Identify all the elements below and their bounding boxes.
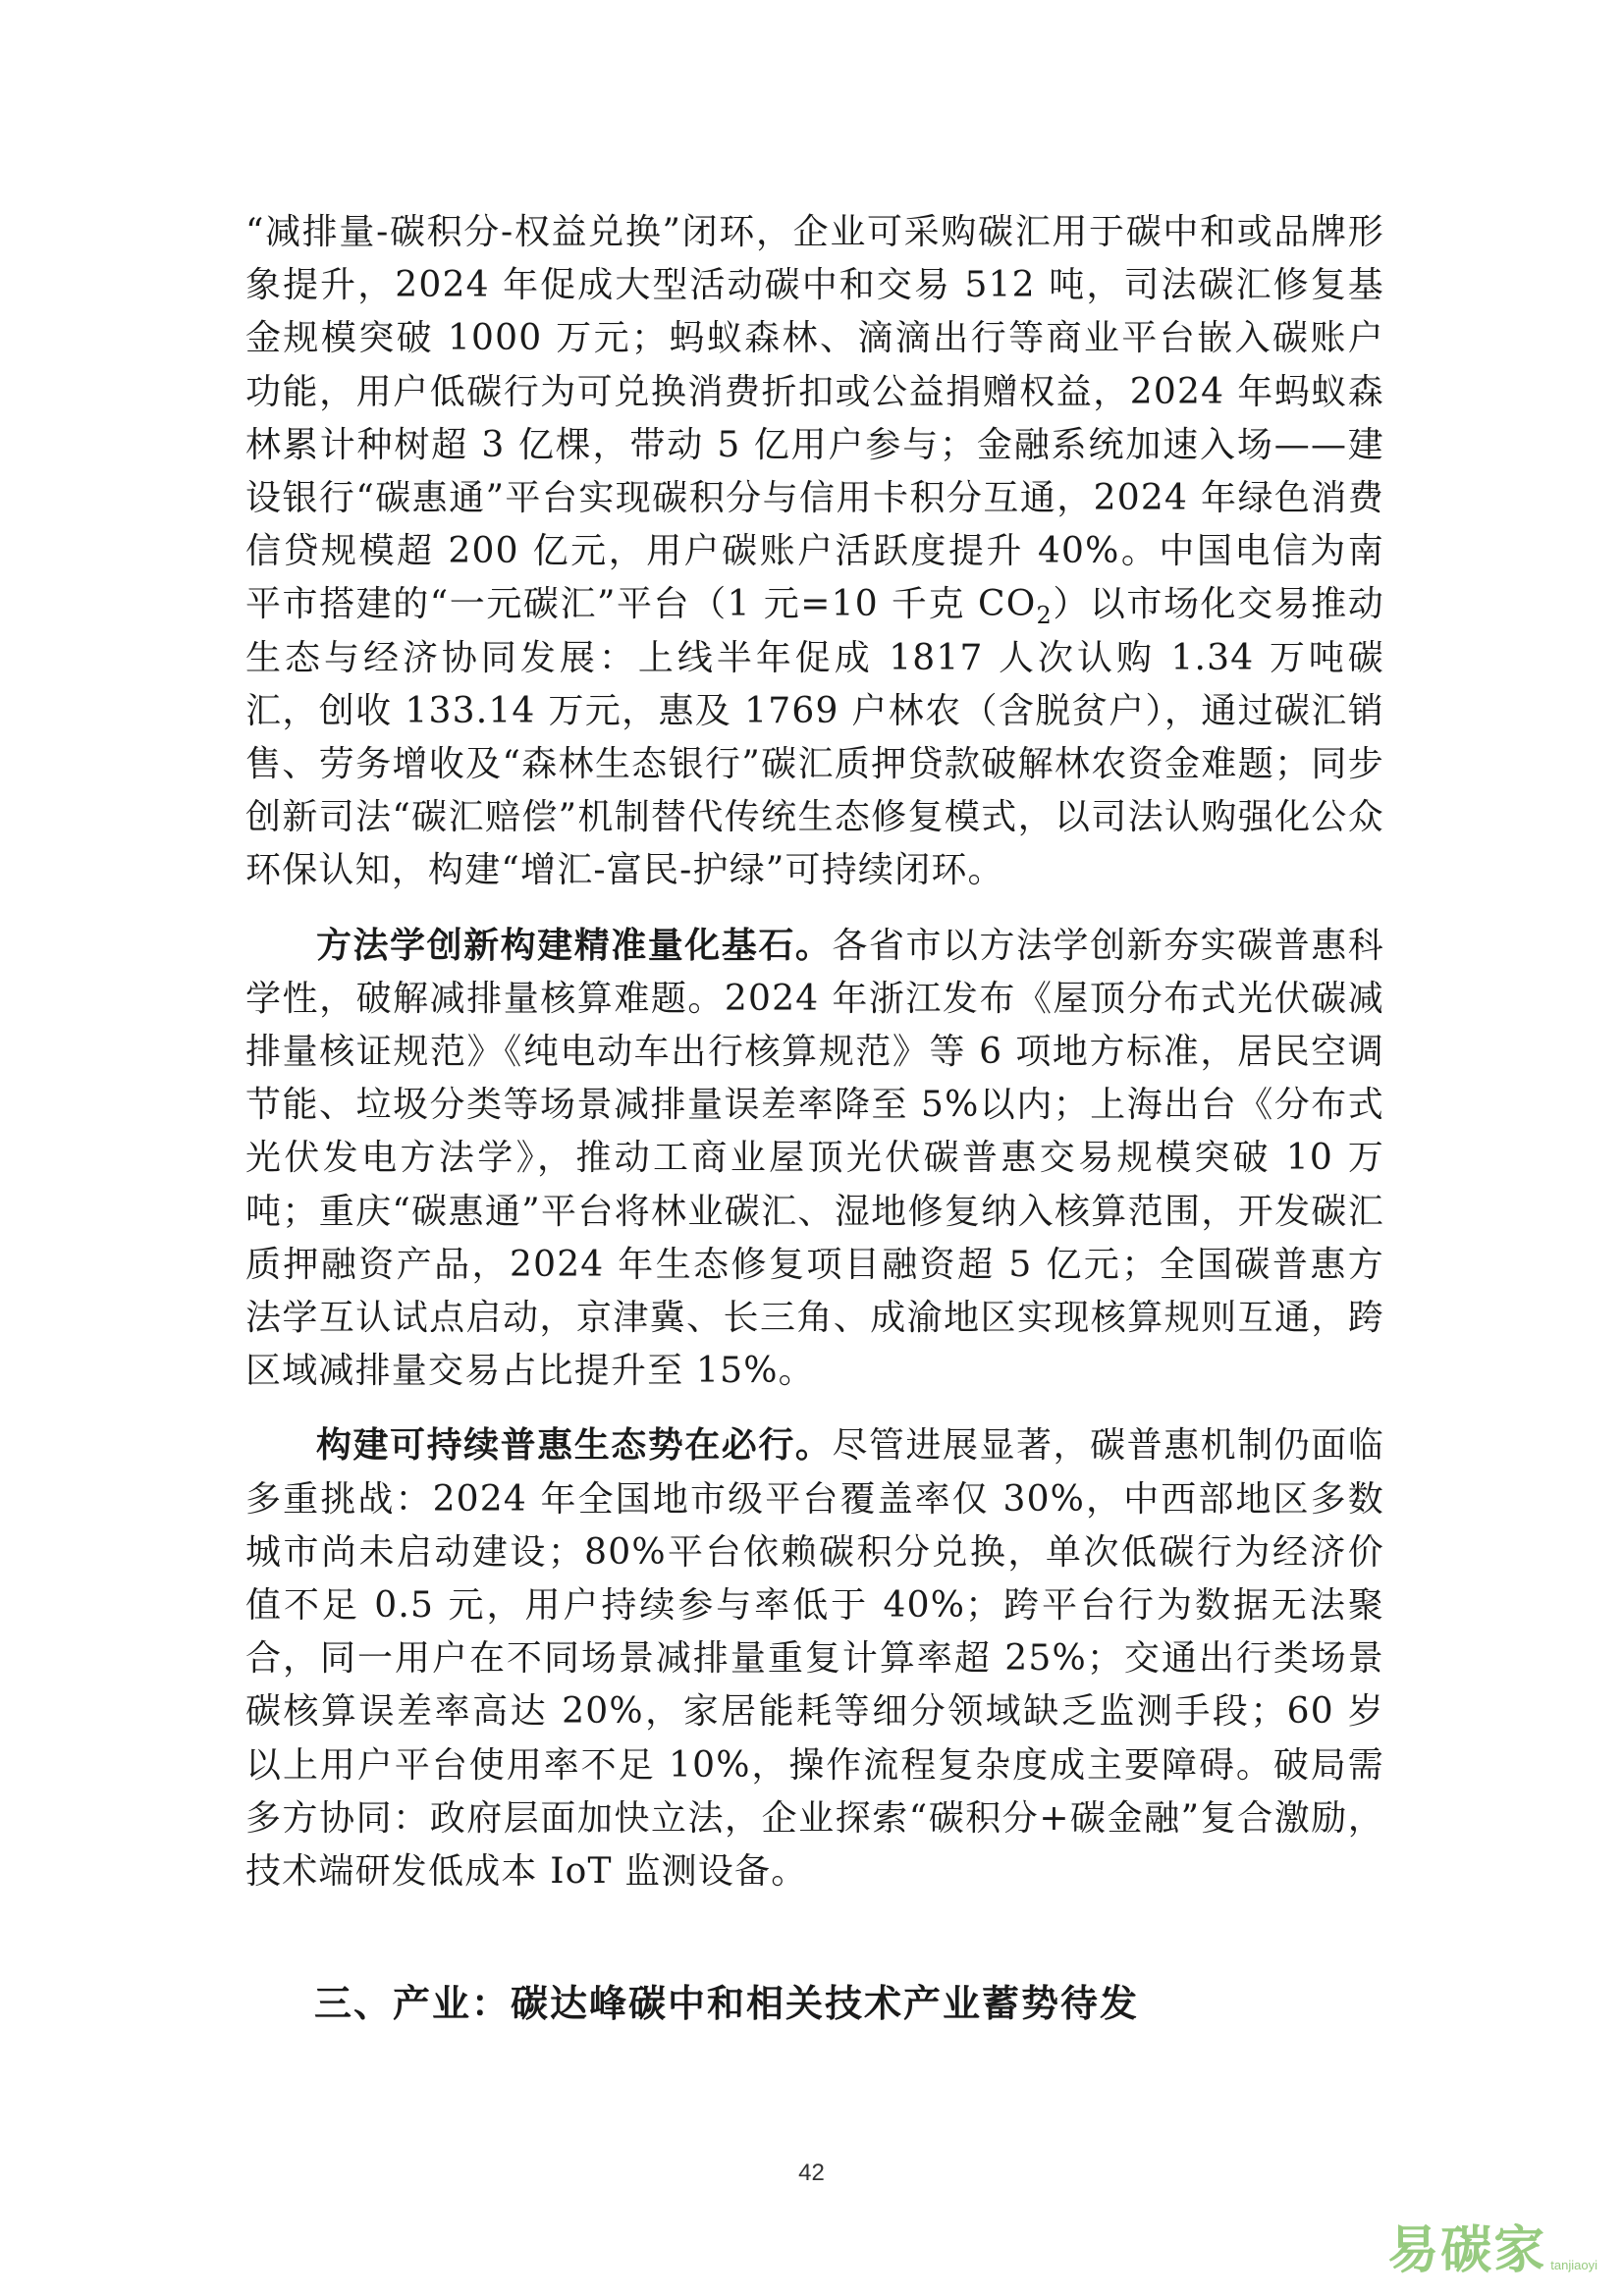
paragraph-3 (245, 1419, 1384, 1898)
watermark-logo (1387, 2209, 1597, 2282)
paragraph-2-lead: 方法学创新构建精准量化基石。 (316, 925, 833, 966)
paragraph-1: “减排量-碳积分-权益兑换”闭环，企业可采购碳汇用于碳中和或品牌形象提升，2024 年促成大型活动碳中和交易 512 吨，司法碳汇修复基金规模突破 1000 万元；蚂蚁森林、滴滴出行等商业平台嵌入碳账户功能，用户低碳行为可兑换消费折扣或公益捐赠权益，2024 年蚂蚁森林累计种树超 3 亿棵，带动 5 亿用户参与；金融系统加速入场——建设银行“碳惠通”平台实现碳积分与信用卡积分互通，2024 年绿色消费信贷规模超 200 亿元，用户碳账户活跃度提升 40%。中国电信为南平市搭建的“一元碳汇”平台（1 元=10 千克 $CO_2$）以市场化交易推动生态与经济协同发展：上线半年促成 1817 人次认购 1.34 万吨碳汇，创收 133.14 万元，惠及 1769 户林农（含脱贫户），通过碳汇销售、劳务增收及“森林生态银行”碳汇质押贷款破解林农资金难题；同步创新司法“碳汇赔偿”机制替代传统生态修复模式，以司法认购强化公众环保认知，构建“增汇-富民-护绿”可持续闭环。 (245, 212, 1384, 891)
page-body (245, 206, 1384, 1898)
page-number: 42 (798, 2160, 825, 2186)
section-heading: 三、产业：碳达峰碳中和相关技术产业蓄势待发 (314, 1982, 1140, 2025)
watermark-text: 易碳家 (1387, 2221, 1547, 2280)
paragraph-3-text: 尽管进展显著，碳普惠机制仍面临多重挑战：2024 年全国地市级平台覆盖率仅 30%，中西部地区多数城市尚未启动建设；80%平台依赖碳积分兑换，单次低碳行为经济价值不足 0.5 元，用户持续参与率低于 40%；跨平台行为数据无法聚合，同一用户在不同场景减排量重复计算率超 25%；交通出行类场景碳核算误差率高达 20%，家居能耗等细分领域缺乏监测手段；60 岁以上用户平台使用率不足 10%，操作流程复杂度成主要障碍。破局需多方协同：政府层面加快立法，企业探索“碳积分+碳金融”复合激励，技术端研发低成本 IoT 监测设备。 (245, 1425, 1384, 1893)
subscript-2: 2 (1036, 602, 1053, 630)
watermark-url: tanjiaoyi (1550, 2258, 1597, 2272)
paragraph-2-text: 各省市以方法学创新夯实碳普惠科学性，破解减排量核算难题。2024 年浙江发布《屋顶分布式光伏碳减排量核证规范》《纯电动车出行核算规范》等 6 项地方标准，居民空调节能、垃圾分类等场景减排量误差率降至 5%以内；上海出台《分布式光伏发电方法学》，推动工商业屋顶光伏碳普惠交易规模突破 10 万吨；重庆“碳惠通”平台将林业碳汇、湿地修复纳入核算范围，开发碳汇质押融资产品，2024 年生态修复项目融资超 5 亿元；全国碳普惠方法学互认试点启动，京津冀、长三角、成渝地区实现核算规则互通，跨区域减排量交易占比提升至 15%。 (245, 925, 1384, 1392)
paragraph-3-lead: 构建可持续普惠生态势在必行。 (316, 1425, 833, 1467)
paragraph-2 (245, 920, 1384, 1399)
